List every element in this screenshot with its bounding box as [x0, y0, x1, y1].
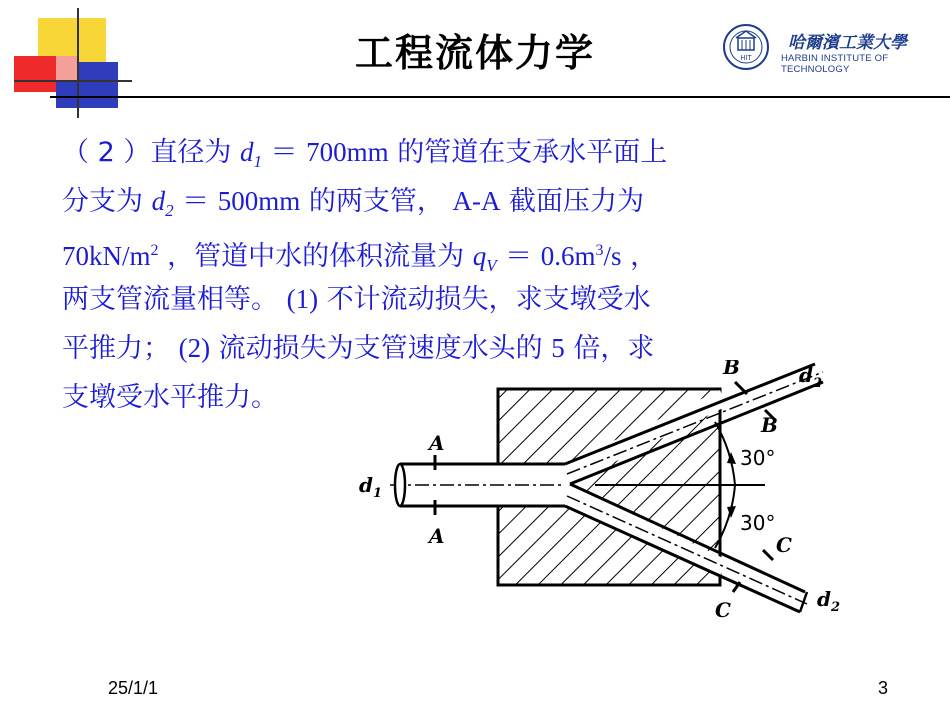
problem-line-3: [62, 226, 872, 275]
problem-text-span: ，管道中水的体积流量为: [158, 241, 473, 272]
label-a-bottom: A: [429, 524, 445, 548]
value-flow: 0.6m: [540, 241, 596, 271]
label-b-inner: B: [761, 413, 778, 437]
part-number: (1): [286, 284, 319, 314]
pipe-branch-diagram: [355, 360, 865, 635]
label-d1: [359, 473, 382, 501]
value-d1: 700mm: [306, 137, 389, 167]
university-seal-icon: [718, 22, 780, 72]
label-c-upper: C: [776, 533, 792, 557]
label-d2-letter: d: [817, 587, 831, 611]
problem-text-span: 倍，求: [564, 333, 655, 364]
problem-line-1: [62, 128, 872, 177]
section-c-mark-upper: [763, 550, 773, 560]
label-d1-subscript: 1: [372, 486, 383, 501]
problem-text-span: （ 2 ）直径为: [62, 137, 240, 168]
value-flow-unit: /s: [603, 241, 622, 271]
problem-text-span: 流动损失为支管速度水头的: [210, 333, 552, 364]
logo-name-cn: 哈爾濱工業大學: [788, 33, 907, 53]
part-number: (2): [178, 333, 211, 363]
var-subscript: 2: [165, 201, 174, 221]
label-b-outer: B: [723, 360, 740, 379]
label-d1-letter: d: [359, 473, 373, 497]
label-d2-subscript: 2: [812, 376, 823, 391]
label-d2-bottom: [817, 587, 840, 615]
var-d: d: [151, 186, 166, 216]
problem-line-2: [62, 177, 872, 226]
title-divider: [50, 96, 950, 98]
section-aa: A-A: [452, 186, 501, 216]
page-number: 3: [878, 678, 889, 698]
equals-sign: ＝: [173, 186, 218, 217]
inlet-pipe-end: [395, 464, 405, 506]
var-d: d: [239, 137, 254, 167]
label-d2-subscript: 2: [830, 600, 841, 615]
seal-text: HIT: [740, 55, 752, 62]
problem-text-span: ，: [621, 241, 658, 272]
problem-text-span: 的管道在支承水平面上: [388, 137, 668, 168]
problem-text-span: 不计流动损失，求支墩受水: [318, 284, 651, 315]
value-d2: 500mm: [217, 186, 301, 216]
problem-text-span: 的两支管，: [300, 186, 453, 217]
university-logo: [718, 22, 943, 75]
angle-label-bottom: 30°: [740, 511, 776, 535]
problem-text-span: 截面压力为: [500, 186, 645, 217]
value-pressure: 70kN/m: [62, 241, 151, 271]
var-subscript: V: [486, 256, 497, 276]
problem-text-span: 平推力；: [62, 333, 179, 364]
superscript: 2: [150, 242, 159, 259]
problem-line-4: [62, 275, 872, 324]
angle-label-top: 30°: [740, 446, 776, 470]
label-c-lower: C: [715, 598, 731, 622]
logo-name-en: HARBIN INSTITUTE OF TECHNOLOGY: [781, 53, 889, 75]
var-subscript: 1: [253, 152, 262, 172]
equals-sign: ＝: [261, 137, 307, 168]
problem-text-span: 两支管流量相等。: [62, 284, 287, 315]
label-a-top: A: [429, 431, 445, 455]
equals-sign: ＝: [496, 241, 541, 272]
slide-title: 工程流体力学: [354, 31, 595, 75]
problem-text-span: 分支为: [62, 186, 152, 217]
label-d2-letter: d: [799, 363, 813, 387]
superscript: 3: [595, 242, 604, 259]
label-d2-top: [799, 363, 822, 391]
deco-horizontal-short: [14, 80, 132, 82]
var-q: q: [472, 241, 487, 271]
problem-line-6: 支墩受水平推力。: [62, 382, 278, 413]
footer-date: 25/1/1: [108, 678, 159, 698]
loss-multiplier: 5: [551, 333, 565, 363]
